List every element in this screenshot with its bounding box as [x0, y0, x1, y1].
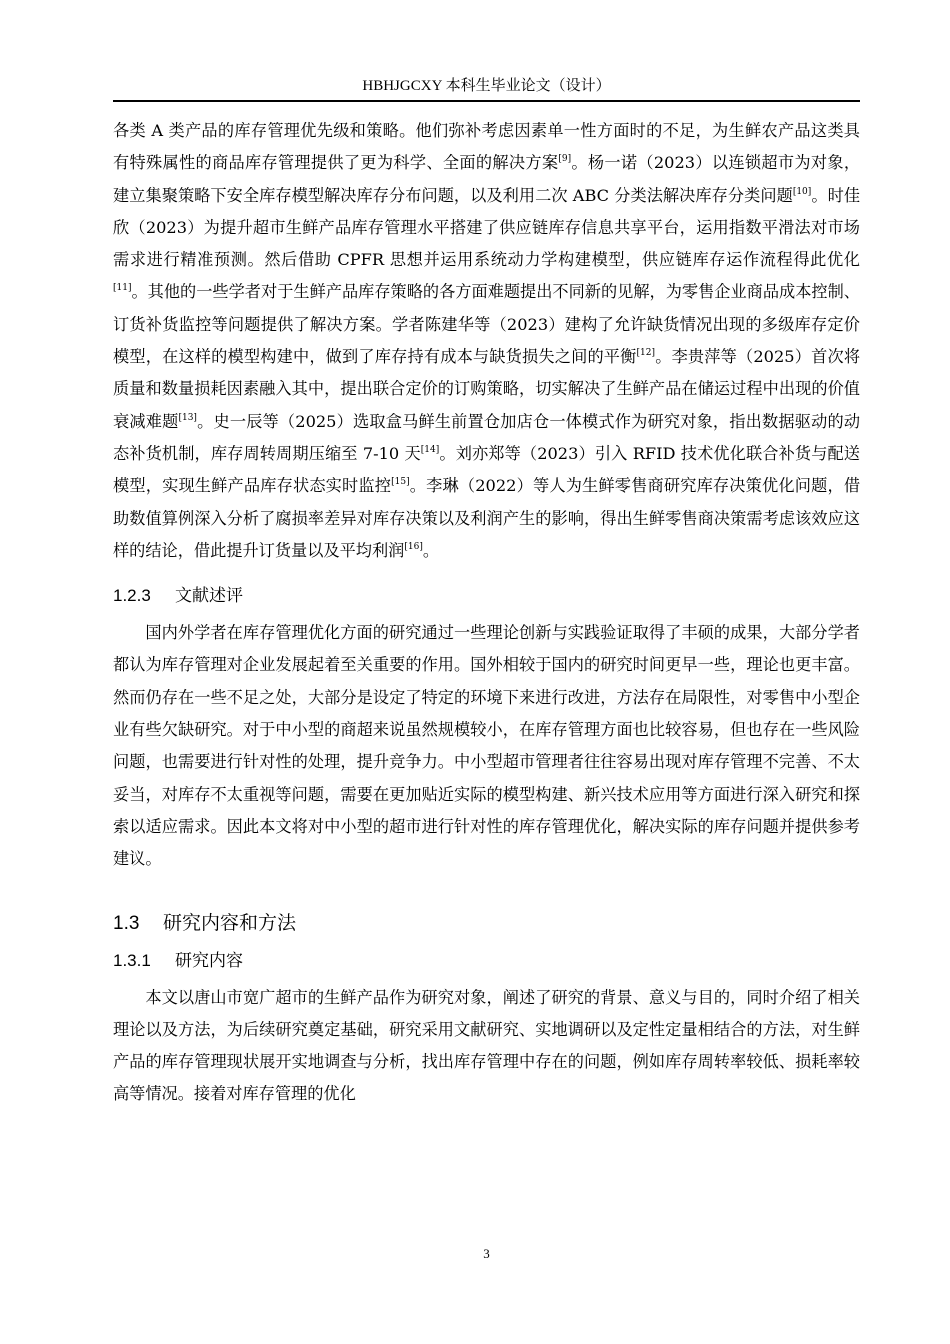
section-heading-1-3-1	[113, 945, 860, 977]
paragraph-text: 。刘亦郑等（2023）引入 RFID 技术优化联合补货与配送模型，实现生鲜产品库存状态实时监控	[113, 443, 860, 496]
section-heading-1-2-3	[113, 580, 860, 612]
section-title: 研究内容	[175, 950, 243, 971]
section-heading-1-3	[113, 906, 860, 941]
citation: [14]	[420, 444, 440, 455]
paragraph-text: 。史一辰等（2025）选取盒马鲜生前置仓加店仓一体模式作为研究对象，指出数据驱动的动态补货机制，库存周转周期压缩至 7-10 天	[113, 411, 861, 463]
header-divider	[113, 100, 860, 102]
citation: [9]	[558, 154, 572, 165]
paragraph-text: 。李贵萍等（2025）首次将质量和数量损耗因素融入其中，提出联合定价的订购策略，切实解决了生鲜产品在储运过程中出现的价值衰减难题	[113, 347, 861, 431]
paragraph-text: 。	[422, 540, 440, 560]
paragraph-text: 各类 A 类产品的库存管理优先级和策略。他们弥补考虑因素单一性方面时的不足，为生鲜农产品这类具有特殊属性的商品库存管理提供了更为科学、全面的解决方案	[113, 121, 860, 173]
paragraph-text: 。李琳（2022）等人为生鲜零售商研究库存决策优化问题，借助数值算例深入分析了腐损率差异对库存决策以及利润产生的影响，得出生鲜零售商决策需考虑该效应这样的结论，借此提升订货量以及平均利润	[113, 476, 861, 560]
paragraph-research-content: 本文以唐山市宽广超市的生鲜产品作为研究对象，阐述了研究的背景、意义与目的，同时介绍了相关理论以及方法，为后续研究奠定基础，研究采用文献研究、实地调研以及定性定量相结合的方法，对生鲜产品的库存管理现状展开实地调查与分析，找出库存管理中存在的问题，例如库存周转率较低、损耗率较高等情况。接着对库存管理的优化	[113, 987, 860, 1104]
paragraph-text: 。时佳欣（2023）为提升超市生鲜产品库存管理水平搭建了供应链库存信息共享平台，运用指数平滑法对市场需求进行精准预测。然后借助 CPFR 思想并运用系统动力学构建模型，供应链库存运作流程得此优化	[113, 185, 861, 270]
citation: [12]	[636, 348, 656, 359]
section-number: 1.3	[113, 912, 140, 934]
citation: [10]	[792, 186, 812, 197]
page-header: HBHJGCXY 本科生毕业论文（设计）	[362, 78, 611, 94]
paragraph-literature-commentary: 国内外学者在库存管理优化方面的研究通过一些理论创新与实践验证取得了丰硕的成果，大部分学者都认为库存管理对企业发展起着至关重要的作用。国外相较于国内的研究时间更早一些，理论也更丰富。然而仍存在一些不足之处，大部分是设定了特定的环境下来进行改进，方法存在局限性，对零售中小型企业有些欠缺研究。对于中小型的商超来说虽然规模较小，在库存管理方面也比较容易，但也存在一些风险问题，也需要进行针对性的处理，提升竞争力。中小型超市管理者往往容易出现对库存管理不完善、不太妥当，对库存不太重视等问题，需要在更加贴近实际的模型构建、新兴技术应用等方面进行深入研究和探索以适应需求。因此本文将对中小型的超市进行针对性的库存管理优化，解决实际的库存问题并提供参考建议。	[113, 623, 860, 869]
citation: [15]	[391, 477, 410, 488]
paragraph-literature-review-continued	[113, 115, 860, 567]
paragraph-text: 。杨一诺（2023）以连锁超市为对象，建立集聚策略下安全库存模型解决库存分布问题，以及利用二次 ABC 分类法解决库存分类问题	[113, 153, 861, 205]
citation: [11]	[113, 283, 132, 294]
section-title: 研究内容和方法	[163, 911, 297, 934]
paragraph-text: 。其他的一些学者对于生鲜产品库存策略的各方面难题提出不同新的见解，为零售企业商品成本控制、订货补货监控等问题提供了解决方案。学者陈建华等（2023）建构了允许缺货情况出现的多级库存定价模型，在这样的模型构建中，做到了库存持有成本与缺货损失之间的平衡	[113, 282, 860, 367]
page-number: 3	[483, 1246, 490, 1261]
citation: [16]	[404, 541, 423, 552]
citation: [13]	[178, 412, 197, 423]
section-number: 1.2.3	[113, 586, 151, 606]
page-body	[113, 115, 860, 1111]
section-number: 1.3.1	[113, 950, 151, 970]
section-title: 文献述评	[175, 586, 243, 607]
